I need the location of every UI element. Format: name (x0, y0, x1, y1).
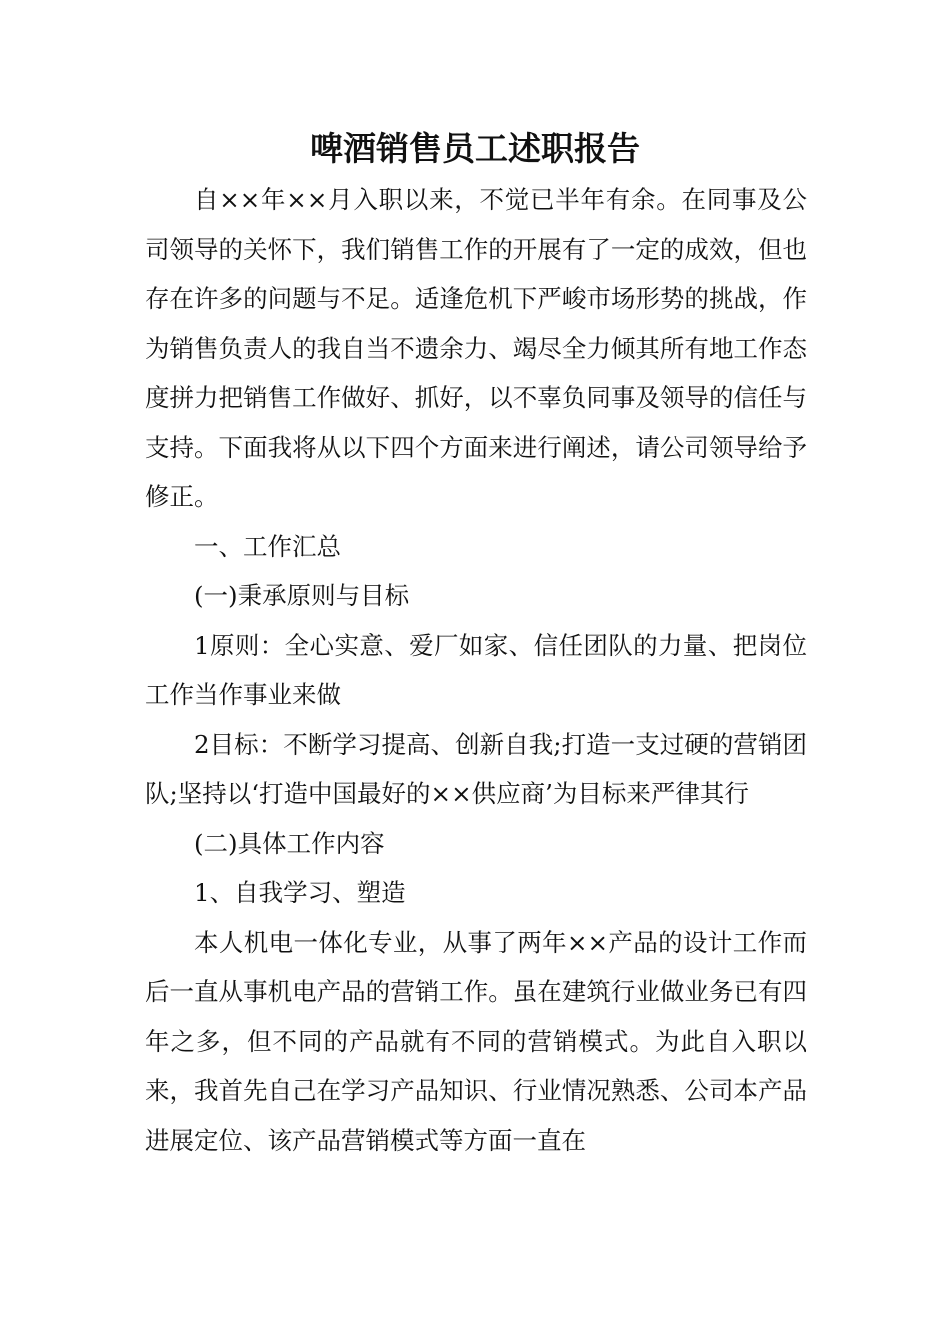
document-body (145, 175, 807, 1165)
subsection-heading-principles-goals: (一)秉承原则与目标 (194, 581, 410, 610)
subsection-heading-work-content: (二)具体工作内容 (194, 828, 385, 858)
paragraph-self-learning: 本人机电一体化专业，从事了两年××产品的设计工作而后一直从事机电产品的营销工作。虽在建筑行业做业务已有四年之多，但不同的产品就有不同的营销模式。为此自入职以来，我首先自己在学习产品知识、行业情况熟悉、公司本产品进展定位、该产品营销模式等方面一直在 (145, 927, 807, 1155)
document-title: 啤酒销售员工述职报告 (310, 129, 640, 168)
paragraph-goal: 2目标：不断学习提高、创新自我;打造一支过硬的营销团队;坚持以‘打造中国最好的××供应商’为目标来严律其行 (145, 729, 807, 808)
paragraph-principle: 1原则：全心实意、爱厂如家、信任团队的力量、把岗位工作当作事业来做 (145, 630, 807, 709)
item-heading-self-learning: 1、自我学习、塑造 (194, 878, 406, 907)
section-heading-work-summary: 一、工作汇总 (194, 531, 341, 561)
paragraph-intro: 自××年××月入职以来，不觉已半年有余。在同事及公司领导的关怀下，我们销售工作的开展有了一定的成效，但也存在许多的问题与不足。适逢危机下严峻市场形势的挑战，作为销售负责人的我自当不遗余力、竭尽全力倾其所有地工作态度拼力把销售工作做好、抓好，以不辜负同事及领导的信任与支持。下面我将从以下四个方面来进行阐述，请公司领导给予修正。 (145, 185, 807, 511)
